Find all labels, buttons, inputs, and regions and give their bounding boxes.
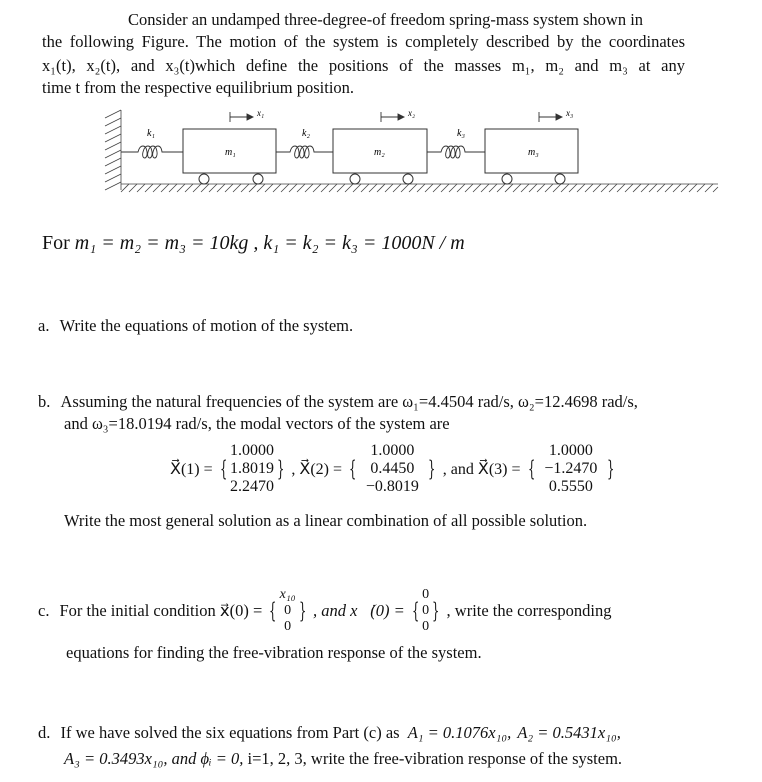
mass-1 bbox=[183, 129, 276, 184]
part-b-line-1 bbox=[38, 391, 638, 413]
right-brace: } bbox=[277, 457, 285, 481]
x2-arrow bbox=[381, 112, 404, 122]
modal-vector-3-label: , and X⃗(3) = bbox=[442, 461, 521, 478]
part-a bbox=[38, 315, 353, 337]
wall bbox=[105, 110, 121, 190]
parameters-line bbox=[42, 230, 465, 256]
part-d-line-2 bbox=[64, 748, 622, 770]
part-d-label: d. bbox=[38, 723, 51, 742]
a3-value: A₃ = 0.3493x₁₀, and ϕᵢ = 0, bbox=[64, 749, 244, 768]
modal-vectors bbox=[170, 438, 617, 500]
intro-line-4: time t from the respective equilibrium position. bbox=[42, 78, 355, 97]
part-b-closing: Write the most general solution as a linear combination of all possible solution. bbox=[64, 511, 588, 530]
part-b-label: b. bbox=[38, 392, 51, 411]
left-brace: { bbox=[411, 599, 420, 623]
part-d-intro: If we have solved the six equations from Part (c) as bbox=[60, 723, 400, 742]
m1-label: m₁ bbox=[225, 147, 236, 158]
a2-value: A₂ = 0.5431x₁₀, bbox=[517, 723, 621, 742]
x2-label: x₂ bbox=[408, 108, 416, 118]
part-d-line-1 bbox=[38, 722, 698, 744]
modal-vector-1-label: X⃗(1) = bbox=[170, 461, 213, 478]
spring-3 bbox=[427, 146, 485, 158]
masses-equation: m₁ = m₂ = m₃ = 10kg , bbox=[74, 232, 259, 254]
v3-entry-2: −1.2470 bbox=[544, 460, 598, 477]
m3-label: m₃ bbox=[528, 147, 539, 158]
part-d-closing: i=1, 2, 3, write the free-vibration response of the system. bbox=[247, 749, 623, 768]
v2-entry-2: 0.4450 bbox=[370, 460, 415, 477]
init-v-entry-3: 0 bbox=[422, 619, 430, 634]
left-brace: { bbox=[219, 457, 228, 481]
modal-vector-1 bbox=[230, 442, 274, 496]
init-x-entry-1: x₁₀ bbox=[279, 587, 296, 602]
part-a-label: a. bbox=[38, 316, 50, 335]
init-x-entry-2: 0 bbox=[284, 603, 292, 618]
modal-vector-3 bbox=[538, 442, 604, 496]
left-brace: { bbox=[269, 599, 277, 623]
part-c-label: c. bbox=[38, 601, 50, 620]
intro-line-2: the following Figure. The motion of the system is completely described by the coordinates bbox=[42, 32, 685, 51]
right-brace: } bbox=[606, 457, 615, 481]
modal-vector-2 bbox=[359, 442, 425, 496]
k1-label: k₁ bbox=[147, 128, 155, 139]
for-word: For bbox=[42, 232, 70, 254]
part-b-line-2: and ω₃=18.0194 rad/s, the modal vectors of the system are bbox=[64, 414, 450, 433]
intro-line-1: Consider an undamped three-degree-of freedom spring-mass system shown in bbox=[128, 10, 644, 29]
modal-vector-2-label: , X⃗(2) = bbox=[291, 461, 343, 478]
mass-2 bbox=[333, 129, 427, 184]
part-c-continuation: , write the corresponding bbox=[446, 601, 612, 620]
right-brace: } bbox=[432, 599, 440, 623]
mass-3 bbox=[485, 129, 578, 184]
spring-1 bbox=[121, 146, 183, 158]
part-a-text: Write the equations of motion of the system. bbox=[59, 316, 354, 335]
v1-entry-3: 2.2470 bbox=[230, 478, 275, 495]
initial-velocity-vector bbox=[422, 587, 429, 635]
initial-displacement-vector bbox=[280, 587, 296, 635]
part-c-line-2: equations for finding the free-vibration response of the system. bbox=[66, 643, 482, 662]
init-x-entry-3: 0 bbox=[284, 619, 292, 634]
x1-label: x₁ bbox=[257, 108, 265, 118]
spring-mass-figure bbox=[0, 100, 762, 210]
left-brace: { bbox=[349, 457, 357, 481]
part-c-condition-text: For the initial condition x⃗(0) = bbox=[59, 601, 263, 620]
x3-label: x₃ bbox=[566, 108, 574, 118]
v2-entry-3: −0.8019 bbox=[365, 478, 419, 495]
right-brace: } bbox=[428, 457, 436, 481]
k3-label: k₃ bbox=[457, 128, 465, 139]
right-brace: } bbox=[298, 599, 306, 623]
x1-arrow bbox=[230, 112, 253, 122]
left-brace: { bbox=[527, 457, 535, 481]
intro-line-3: x₁(t), x₂(t), and x₃(t)which define the positions of the masses m₁, m₂ and m₃ at any bbox=[42, 56, 685, 75]
a1-value: A₁ = 0.1076x₁₀, bbox=[407, 723, 512, 742]
v1-entry-2: 1.8019 bbox=[230, 460, 275, 477]
part-c-and: , and x⃗̇(0) = bbox=[313, 601, 405, 620]
v1-entry-1: 1.0000 bbox=[230, 442, 275, 459]
part-b-frequencies: Assuming the natural frequencies of the system are ω₁=4.4504 rad/s, ω₂=12.4698 rad/s, bbox=[60, 392, 638, 411]
spring-2 bbox=[276, 146, 333, 158]
part-c-line-1 bbox=[38, 582, 698, 640]
init-v-entry-2: 0 bbox=[422, 603, 430, 618]
v3-entry-1: 1.0000 bbox=[548, 442, 593, 459]
springs-equation: k₁ = k₂ = k₃ = 1000N / m bbox=[263, 232, 465, 254]
v2-entry-1: 1.0000 bbox=[370, 442, 415, 459]
init-v-entry-1: 0 bbox=[422, 587, 430, 602]
v3-entry-3: 0.5550 bbox=[548, 478, 593, 495]
x3-arrow bbox=[539, 112, 562, 122]
ground bbox=[121, 184, 718, 192]
k2-label: k₂ bbox=[302, 128, 310, 139]
m2-label: m₂ bbox=[374, 147, 385, 158]
